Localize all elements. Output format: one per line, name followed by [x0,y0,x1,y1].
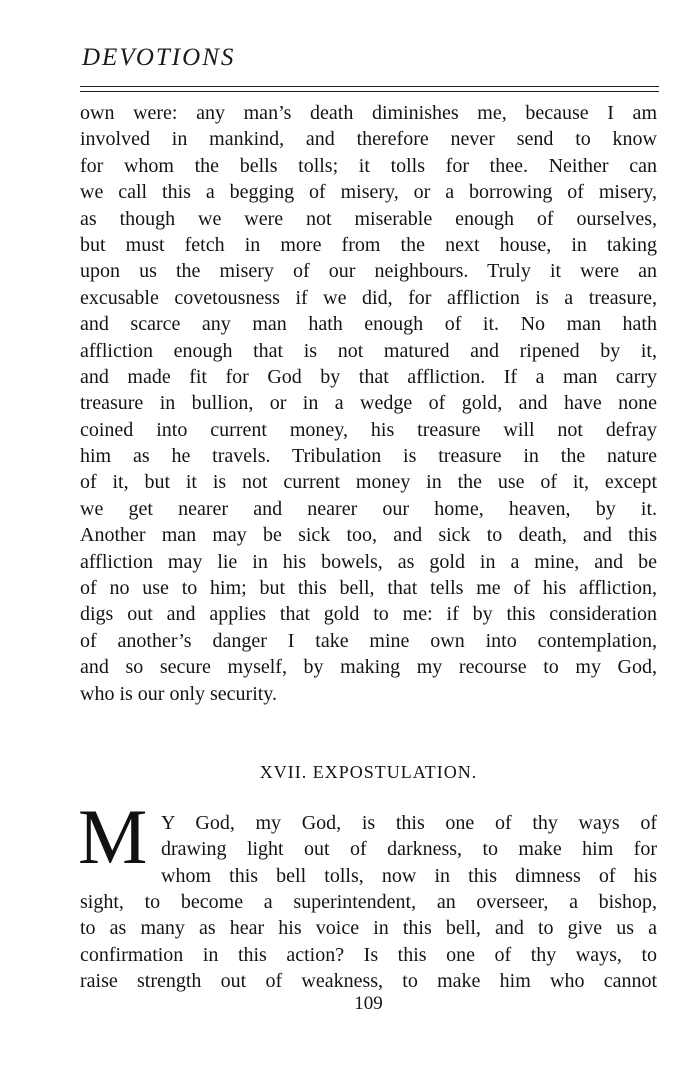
text-line: and scarce any man hath enough of it. No man hath [80,313,657,336]
text-line: for whom the bells tolls; it tolls for thee. Neither can [80,154,657,177]
text-line: involved in mankind, and therefore never send to know [80,128,657,151]
text-line: we get nearer and nearer our home, heaven, by it. [80,497,657,520]
text-line: and made fit for God by that affliction. If a man carry [80,365,657,388]
text-line: and so secure myself, by making my recourse to my God, [80,656,657,679]
text-line: affliction enough that is not matured and ripened by it, [80,339,657,362]
text-line: own were: any man’s death diminishes me, because I am [80,102,657,124]
section-paragraph-indented [161,810,657,889]
text-line: who is our only security. [80,682,278,705]
text-line: confirmation in this action? Is this one of thy ways, to [80,943,657,966]
text-line: coined into current money, his treasure will not defray [80,418,657,441]
text-line: we call this a begging of misery, or a borrowing of misery, [80,181,657,204]
header-rule-top [80,86,659,87]
text-line: him as he travels. Tribulation is treasure in the nature [80,445,657,468]
text-line: whom this bell tolls, now in this dimness of his [161,864,657,887]
text-line: of it, but it is not current money in the use of it, except [80,471,657,494]
text-line: Y God, my God, is this one of thy ways of [161,812,657,834]
drop-cap: M [78,793,148,880]
text-line: raise strength out of weakness, to make him who cannot [80,970,657,993]
text-line: but must fetch in more from the next house, in taking [80,233,657,256]
text-line: treasure in bullion, or in a wedge of gold, and have none [80,392,657,415]
text-line: of another’s danger I take mine own into contemplation, [80,629,657,652]
text-line: sight, to become a superintendent, an overseer, a bishop, [80,891,657,913]
section-heading: XVII. EXPOSTULATION. [259,762,478,782]
text-line: of no use to him; but this bell, that tells me of his affliction, [80,577,657,600]
header-rule-bottom [80,91,659,92]
section-paragraph [80,889,657,995]
text-line: as though we were not miserable enough of ourselves, [80,207,657,230]
text-line: excusable covetousness if we did, for affliction is a treasure, [80,286,657,309]
text-line: upon us the misery of our neighbours. Truly it were an [80,260,657,283]
continued-paragraph [80,100,657,707]
text-line: affliction may lie in his bowels, as gold in a mine, and be [80,550,657,573]
text-line: drawing light out of darkness, to make him for [161,838,657,861]
text-line: digs out and applies that gold to me: if by this consideration [80,603,657,626]
text-line: to as many as hear his voice in this bell, and to give us a [80,917,657,940]
text-line: Another man may be sick too, and sick to death, and this [80,524,657,547]
running-head: DEVOTIONS [82,44,236,71]
page-number: 109 [354,993,383,1014]
